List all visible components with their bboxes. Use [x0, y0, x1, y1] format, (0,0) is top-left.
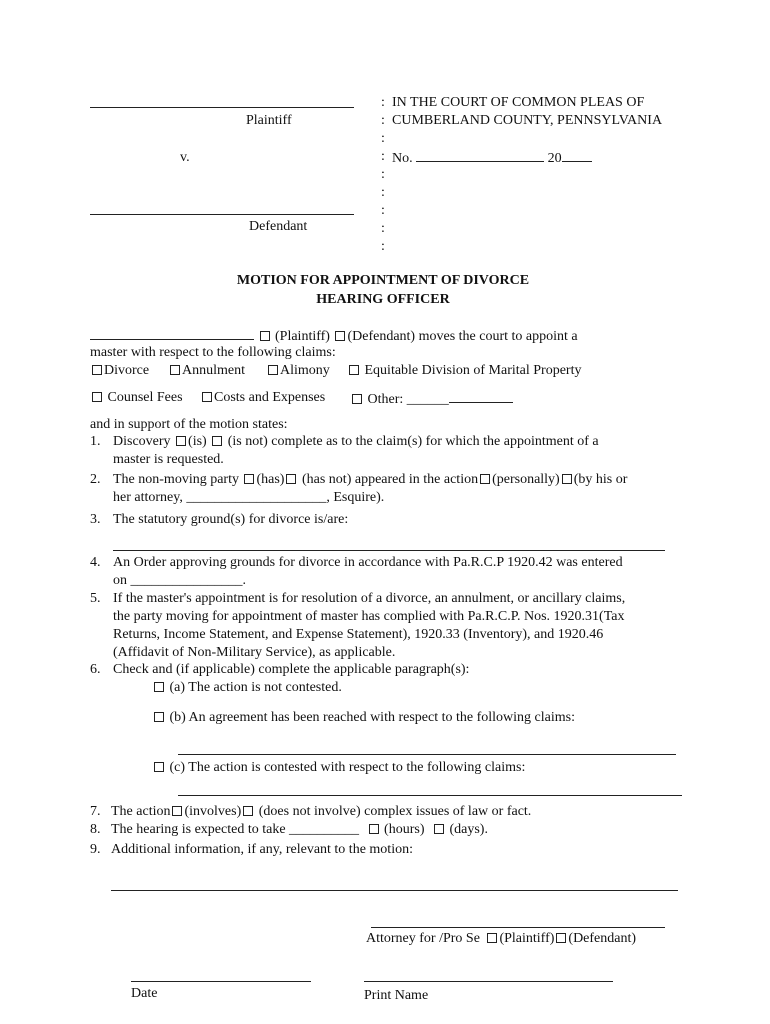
item-7-number: 7.: [90, 804, 101, 819]
versus-label: v.: [180, 150, 190, 165]
item-5-line3: Returns, Income Statement, and Expense Statement), 1920.33 (Inventory), and 1920.46: [113, 627, 604, 642]
item-8-text: The hearing is expected to take __________ (hours) (days).: [111, 822, 488, 837]
attorney-defendant-checkbox[interactable]: [556, 933, 566, 943]
claim-annulment: [168, 363, 245, 379]
case-number-field[interactable]: [416, 149, 544, 162]
defendant-checkbox[interactable]: [335, 331, 345, 341]
has-not-appeared-checkbox[interactable]: [286, 474, 296, 484]
involves-checkbox[interactable]: [172, 806, 182, 816]
claim-alimony: [266, 363, 330, 379]
moving-party-name-field[interactable]: [90, 327, 254, 340]
item-6-number: 6.: [90, 662, 101, 677]
other-field[interactable]: [449, 390, 513, 403]
not-contested-checkbox[interactable]: [154, 682, 164, 692]
item-1-line1: Discovery (is) (is not) complete as to the claim(s) for which the appointment of a: [113, 434, 599, 449]
support-intro: and in support of the motion states:: [90, 417, 288, 432]
plaintiff-option-label: (Plaintiff): [275, 329, 330, 344]
does-not-involve-checkbox[interactable]: [243, 806, 253, 816]
additional-info-line[interactable]: [111, 890, 678, 891]
agreement-checkbox[interactable]: [154, 712, 164, 722]
item-5-line1: If the master's appointment is for resolution of a divorce, an annulment, or ancillary claims,: [113, 591, 626, 606]
item-2-line1: The non-moving party (has) (has not) appeared in the action (personally) (by his or: [113, 472, 628, 487]
item-8-number: 8.: [90, 822, 101, 837]
plaintiff-name-line[interactable]: [90, 107, 354, 108]
has-appeared-checkbox[interactable]: [244, 474, 254, 484]
divorce-label: Divorce: [104, 363, 150, 378]
claim-equitable: [347, 363, 581, 379]
personally-checkbox[interactable]: [480, 474, 490, 484]
claim-divorce: [90, 363, 149, 379]
item-4-number: 4.: [90, 555, 101, 570]
other-label: Other: ______: [367, 392, 449, 407]
attorney-plaintiff-checkbox[interactable]: [487, 933, 497, 943]
item-3-number: 3.: [90, 512, 101, 527]
equitable-checkbox[interactable]: [349, 365, 359, 375]
alimony-checkbox[interactable]: [268, 365, 278, 375]
case-number-label: No.: [392, 151, 413, 166]
court-name-line1: IN THE COURT OF COMMON PLEAS OF: [392, 95, 645, 110]
costs-checkbox[interactable]: [202, 392, 212, 402]
case-number: [392, 149, 592, 167]
divorce-checkbox[interactable]: [92, 365, 102, 375]
agreement-claims-line[interactable]: [178, 754, 676, 755]
item-5-line2: the party moving for appointment of master has complied with Pa.R.C.P. Nos. 1920.31(Tax: [113, 609, 625, 624]
item-2-line2: her attorney, ____________________, Esquire).: [113, 490, 385, 505]
plaintiff-label: Plaintiff: [246, 113, 292, 128]
item-9-text: Additional information, if any, relevant to the motion:: [111, 842, 413, 857]
defendant-moves-text: (Defendant) moves the court to appoint a: [347, 329, 578, 344]
option-a: (a) The action is not contested.: [152, 680, 342, 696]
item-1-number: 1.: [90, 434, 101, 449]
print-name-line[interactable]: [364, 981, 613, 982]
counsel-fees-label: Counsel Fees: [107, 390, 183, 405]
item-1-line2: master is requested.: [113, 452, 224, 467]
attorney-label-row: Attorney for /Pro Se (Plaintiff) (Defendant): [366, 931, 637, 946]
discovery-is-checkbox[interactable]: [176, 436, 186, 446]
intro-line1: [90, 327, 578, 345]
item-3-text: The statutory ground(s) for divorce is/are:: [113, 512, 349, 527]
plaintiff-checkbox[interactable]: [260, 331, 270, 341]
item-5-line4: (Affidavit of Non-Military Service), as applicable.: [113, 645, 396, 660]
case-year-field[interactable]: [562, 149, 592, 162]
case-year-label: 20: [547, 151, 562, 166]
claim-other: [350, 390, 513, 408]
by-attorney-checkbox[interactable]: [562, 474, 572, 484]
other-checkbox[interactable]: [352, 394, 362, 404]
annulment-checkbox[interactable]: [170, 365, 180, 375]
item-7-text: The action (involves) (does not involve) complex issues of law or fact.: [111, 804, 532, 819]
defendant-name-line[interactable]: [90, 214, 354, 215]
discovery-is-not-checkbox[interactable]: [212, 436, 222, 446]
hours-checkbox[interactable]: [369, 824, 379, 834]
option-c: (c) The action is contested with respect to the following claims:: [152, 760, 525, 776]
attorney-label: Attorney for /Pro Se: [366, 931, 480, 946]
document-title-line1: MOTION FOR APPOINTMENT OF DIVORCE: [236, 273, 530, 288]
alimony-label: Alimony: [280, 363, 330, 378]
contested-checkbox[interactable]: [154, 762, 164, 772]
item-9-number: 9.: [90, 842, 101, 857]
equitable-label: Equitable Division of Marital Property: [364, 363, 582, 378]
defendant-label: Defendant: [249, 219, 308, 234]
attorney-signature-line[interactable]: [371, 927, 665, 928]
days-checkbox[interactable]: [434, 824, 444, 834]
date-label: Date: [131, 986, 158, 1001]
counsel-fees-checkbox[interactable]: [92, 392, 102, 402]
item-4-line1: An Order approving grounds for divorce in accordance with Pa.R.C.P 1920.42 was entered: [113, 555, 623, 570]
court-name-line2: CUMBERLAND COUNTY, PENNSYLVANIA: [392, 113, 663, 128]
contested-claims-line[interactable]: [178, 795, 682, 796]
grounds-answer-line[interactable]: [113, 550, 665, 551]
print-name-label: Print Name: [364, 988, 429, 1003]
claim-costs: [200, 390, 325, 406]
intro-line2: master with respect to the following claims:: [90, 345, 336, 360]
document-title-line2: HEARING OFFICER: [316, 292, 450, 307]
item-2-number: 2.: [90, 472, 101, 487]
item-6-text: Check and (if applicable) complete the applicable paragraph(s):: [113, 662, 470, 677]
date-line[interactable]: [131, 981, 311, 982]
costs-label: Costs and Expenses: [214, 390, 326, 405]
annulment-label: Annulment: [182, 363, 245, 378]
item-4-line2: on ________________.: [113, 573, 246, 588]
claim-counsel-fees: [90, 390, 183, 406]
option-b: (b) An agreement has been reached with respect to the following claims:: [152, 710, 575, 726]
item-5-number: 5.: [90, 591, 101, 606]
